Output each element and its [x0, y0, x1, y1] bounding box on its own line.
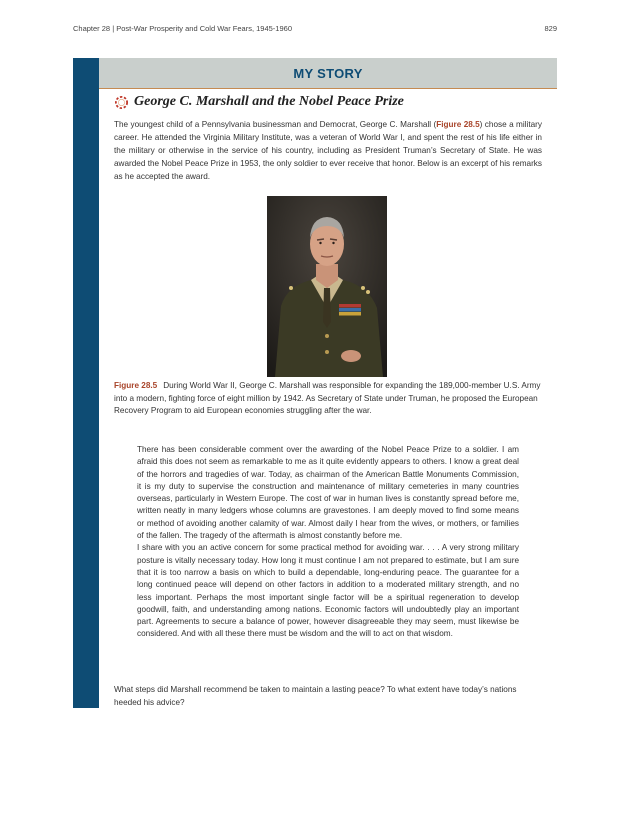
figure-label: Figure 28.5: [114, 381, 158, 390]
intro-paragraph: [114, 118, 542, 183]
intro-text-start: The youngest child of a Pennsylvania businessman and Democrat, George C. Marshall (: [114, 120, 437, 129]
feature-box-header: [99, 58, 557, 89]
quote-paragraph-2: I share with you an active concern for some practical method for avoiding war. . . . A very strong military posture is vitally necessary today. How long it must continue I am not prepared to estimate, but I am sure that it is too narrow a basis on which to build a dependable, long-enduring peace. The guarantee for a long continued peace will depend on other factors in addition to a moderated military strength, and no less important. Perhaps the most important single factor will be a spiritual regeneration to develop goodwill, faith, and understanding among nations. Economic factors will undoubtedly play an important part. Agreements to secure a balance of power, however disagreeable they may seem, must likewise be considered. And with all these there must be wisdom and the will to act on that wisdom.: [137, 543, 519, 639]
story-title-row: [114, 93, 404, 111]
feature-box-sidebar: [73, 58, 99, 708]
intro-text-rest: ) chose a military career. He attended the Virginia Military Institute, was a veteran of World War I, and spent the rest of his life either in the military or otherwise in the service of his country, including as President Truman’s Secretary of State. He was awarded the Nobel Peace Prize in 1953, the only soldier to ever receive that honor. Below is an excerpt of his remarks as he accepted the award.: [114, 120, 542, 181]
figure-reference-link[interactable]: Figure 28.5: [436, 120, 480, 129]
discussion-question: What steps did Marshall recommend be taken to maintain a lasting peace? To what extent have today’s nations heeded his advice?: [114, 685, 517, 707]
story-title: George C. Marshall and the Nobel Peace Prize: [134, 94, 404, 109]
quote-paragraph-1: There has been considerable comment over the awarding of the Nobel Peace Prize to a soldier. I am afraid this does not seem as remarkable to me as it quite evidently appears to others. I know a great deal of the horrors and tragedies of war. Today, as chairman of the American Battle Monuments Commission, it is my duty to supervise the construction and maintenance of military cemeteries in many countries overseas, particularly in Western Europe. The cost of war in human lives is constantly spread before me, written neatly in many ledgers whose columns are gravestones. I am deeply moved to find some means or method of avoiding another calamity of war. Almost daily I hear from the wives, or mothers, or families of the fallen. The tragedy of the aftermath is almost constantly before me.: [137, 445, 519, 541]
running-head: [73, 24, 557, 33]
feature-box-label: MY STORY: [293, 66, 363, 81]
my-story-badge-icon: [114, 95, 129, 110]
figure-caption-text: During World War II, George C. Marshall was responsible for expanding the 189,000-member U.S. Army into a modern, fighting force of eight million by 1942. As Secretary of State under Truman, he proposed the European Recovery Program to aid European economies struggling after the war.: [114, 381, 541, 415]
figure-caption: [114, 380, 542, 418]
page-number: 829: [544, 24, 557, 33]
marshall-quote: [137, 444, 519, 641]
portrait-photo: [267, 196, 387, 377]
chapter-title: Chapter 28 | Post-War Prosperity and Cold War Fears, 1945-1960: [73, 24, 292, 33]
